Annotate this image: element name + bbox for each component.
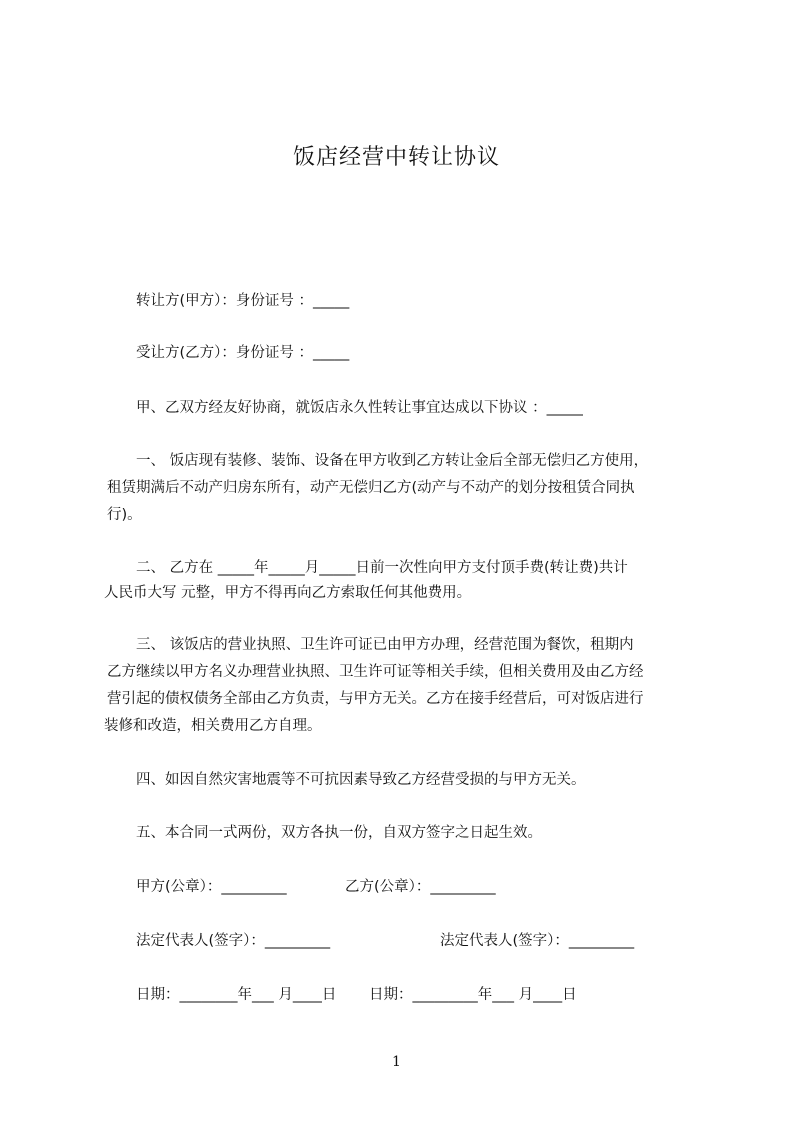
intro-line: 甲、乙双方经友好协商，就饭店永久性转让事宜达成以下协议 ：_____ <box>136 400 583 416</box>
clause-3-line-4: 装修和改造，相关费用乙方自理。 <box>104 718 322 734</box>
party-b-date: 日期：_________年___ 月____日 <box>369 987 577 1003</box>
clause-5: 五、本合同一式两份，双方各执一份，自双方签字之日起生效。 <box>136 825 542 841</box>
party-a-line: 转让方(甲方）：身份证号 ：_____ <box>136 293 350 309</box>
document-title: 饭店经营中转让协议 <box>292 145 500 170</box>
clause-3-line-3: 营引起的债权债务全部由乙方负责，与甲方无关。乙方在接手经营后，可对饭店进行 <box>107 691 644 707</box>
clause-4: 四、如因自然灾害地震等不可抗因素导致乙方经营受损的与甲方无关。 <box>136 772 586 788</box>
clause-3-line-1: 三、 该饭店的营业执照、卫生许可证已由甲方办理，经营范围为餐饮，租期内 <box>136 637 634 653</box>
clause-1-line-1: 一、 饭店现有装修、装饰、设备在甲方收到乙方转让金后全部无偿归乙方使用， <box>136 453 649 469</box>
page-number: 1 <box>392 1054 401 1070</box>
clause-1-line-3: 行)。 <box>107 507 142 523</box>
party-b-line: 受让方(乙方）：身份证号 ：_____ <box>136 345 350 361</box>
party-a-seal: 甲方(公章）：_________ <box>136 879 287 895</box>
clause-2-line-2: 人民币大写 元整，甲方不得再向乙方索取任何其他费用。 <box>104 585 472 601</box>
party-a-representative: 法定代表人(签字）：_________ <box>136 933 331 949</box>
clause-2-line-1: 二、 乙方在 _____年_____月_____日前一次性向甲方支付顶手费(转让费)共计 <box>136 560 628 576</box>
party-b-seal: 乙方(公章）：_________ <box>345 879 496 895</box>
party-b-representative: 法定代表人(签字）：_________ <box>440 933 635 949</box>
party-a-date: 日期：________年___ 月____日 <box>136 987 337 1003</box>
clause-3-line-2: 乙方继续以甲方名义办理营业执照、卫生许可证等相关手续，但相关费用及由乙方经 <box>107 664 644 680</box>
clause-1-line-2: 租赁期满后不动产归房东所有，动产无偿归乙方(动产与不动产的划分按租赁合同执 <box>107 480 635 496</box>
